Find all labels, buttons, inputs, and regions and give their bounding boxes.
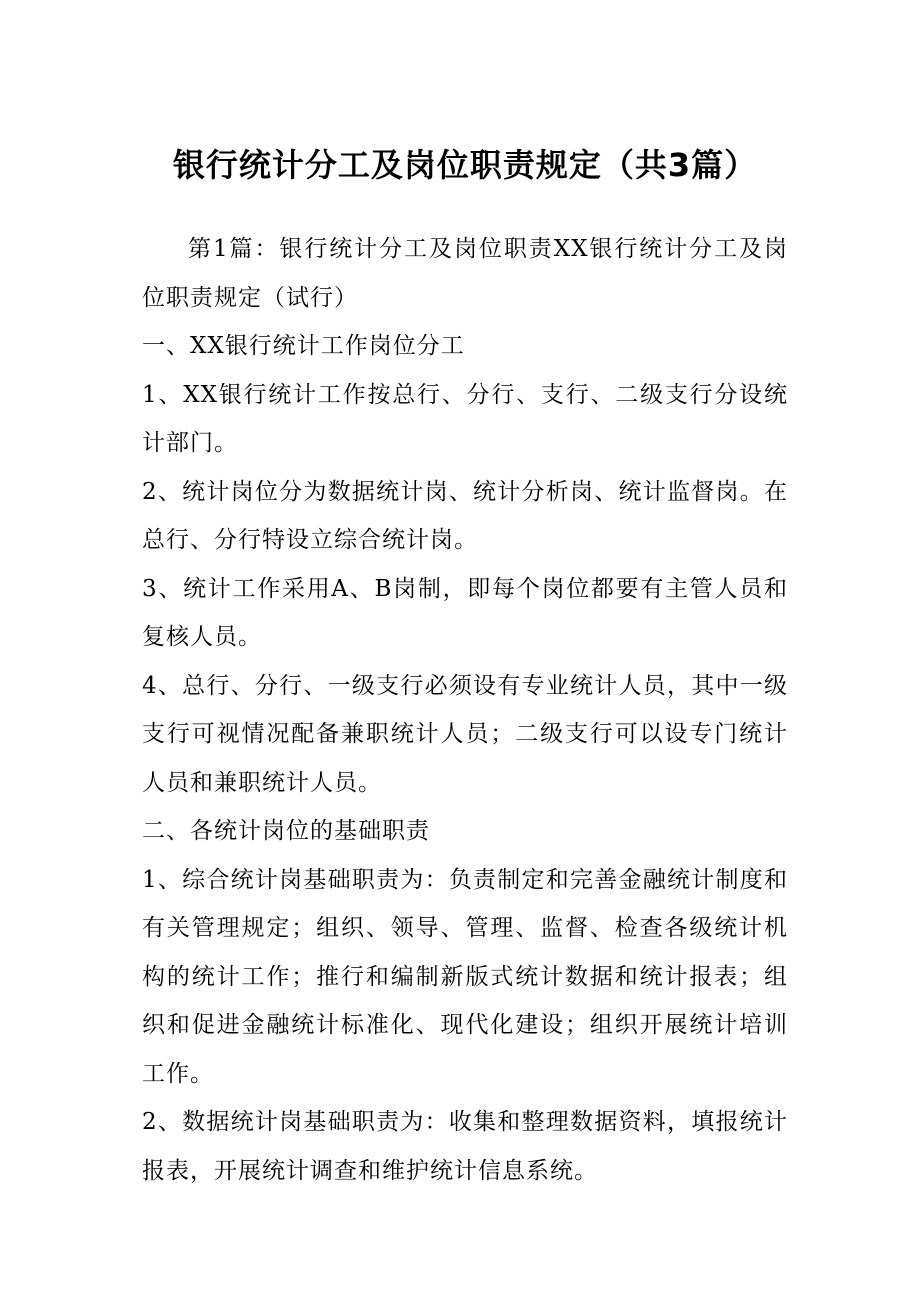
section-heading-1: 一、XX银行统计工作岗位分工	[142, 333, 465, 359]
document-body	[142, 225, 788, 1195]
section-heading-2: 二、各统计岗位的基础职责	[142, 818, 430, 844]
list-item: 2、数据统计岗基础职责为：收集和整理数据资料，填报统计报表，开展统计调查和维护统计信息系统。	[142, 1109, 788, 1184]
list-item: 3、统计工作采用A、B岗制，即每个岗位都要有主管人员和复核人员。	[142, 575, 788, 650]
list-item: 1、综合统计岗基础职责为：负责制定和完善金融统计制度和有关管理规定；组织、领导、管理、监督、检查各级统计机构的统计工作；推行和编制新版式统计数据和统计报表；组织和促进金融统计标准化、现代化建设；组织开展统计培训工作。	[142, 866, 788, 1087]
list-item: 4、总行、分行、一级支行必须设有专业统计人员，其中一级支行可视情况配备兼职统计人员；二级支行可以设专门统计人员和兼职统计人员。	[142, 672, 788, 796]
list-item: 1、XX银行统计工作按总行、分行、支行、二级支行分设统计部门。	[142, 381, 788, 456]
list-item: 2、统计岗位分为数据统计岗、统计分析岗、统计监督岗。在总行、分行特设立综合统计岗。	[142, 478, 788, 553]
paragraph-intro: 第1篇：银行统计分工及岗位职责XX银行统计分工及岗位职责规定（试行）	[142, 236, 788, 311]
document-title: 银行统计分工及岗位职责规定（共3篇）	[172, 146, 758, 184]
